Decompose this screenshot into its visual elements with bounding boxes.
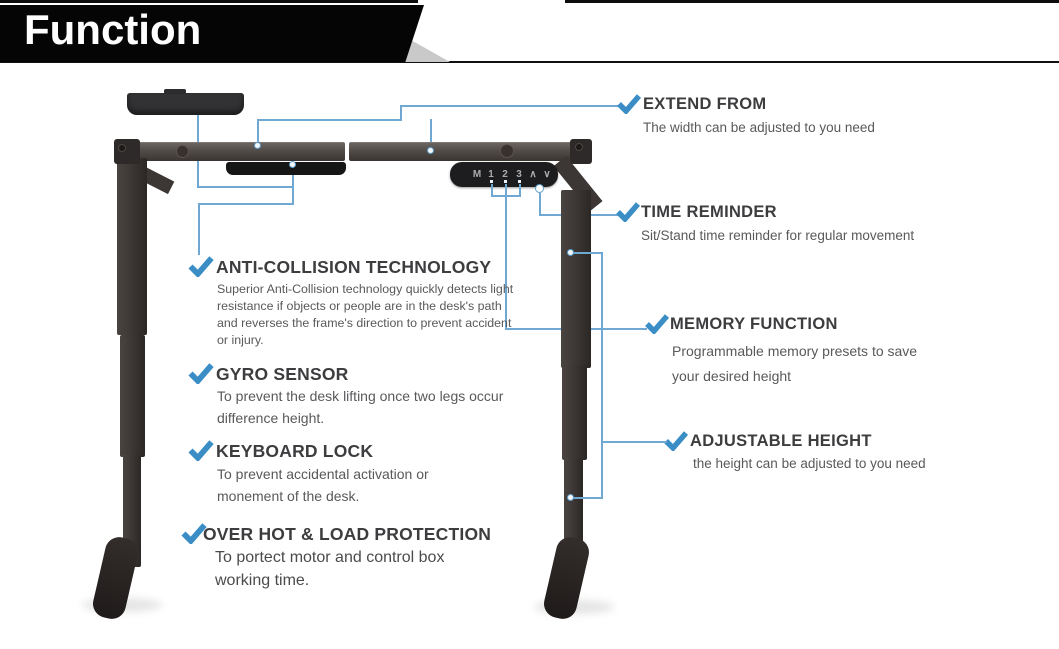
feature-title-extend-from: EXTEND FROM bbox=[643, 95, 767, 113]
connector-dot bbox=[567, 494, 574, 501]
feature-title-adjustable-height: ADJUSTABLE HEIGHT bbox=[690, 432, 872, 450]
crossbar-knob-left bbox=[176, 145, 189, 158]
feature-desc-anti-collision: Superior Anti-Collision technology quickly detects light resistance if objects or people are in the desk's path and reverses the frame's direction to prevent accident or injury. bbox=[217, 282, 514, 347]
photo-edge-left bbox=[0, 0, 418, 3]
connector-dot bbox=[254, 142, 261, 149]
connector-line bbox=[539, 193, 541, 215]
keypad-indicator-dot bbox=[518, 180, 521, 183]
feature-desc-adjustable-height: the height can be adjusted to you need bbox=[693, 456, 926, 471]
connector-line bbox=[401, 105, 622, 107]
control-box-tab bbox=[164, 89, 186, 94]
feature-title-gyro-sensor: GYRO SENSOR bbox=[216, 364, 349, 384]
desk-leg-right-upper bbox=[561, 190, 591, 368]
photo-edge-right bbox=[565, 0, 1059, 3]
connector-dot bbox=[535, 184, 544, 193]
check-icon bbox=[645, 314, 669, 334]
check-icon bbox=[188, 256, 214, 277]
connector-line bbox=[197, 186, 294, 188]
desk-crossbar-left bbox=[116, 142, 345, 161]
keypad-key-1: 1 bbox=[488, 169, 494, 180]
keypad-indicator-dot bbox=[490, 180, 493, 183]
sensor-strip bbox=[226, 162, 346, 175]
feature-desc-gyro-sensor: To prevent the desk lifting once two legs occur difference height. bbox=[217, 388, 504, 426]
feature-desc-keyboard-lock: To prevent accidental activation or monement of the desk. bbox=[217, 466, 429, 504]
check-icon bbox=[188, 440, 214, 461]
feature-title-over-hot-load-protection: OVER HOT & LOAD PROTECTION bbox=[203, 524, 492, 544]
keypad-key-memory: M bbox=[472, 169, 482, 180]
desk-leg-right-middle bbox=[562, 365, 587, 460]
feature-title-time-reminder: TIME REMINDER bbox=[641, 203, 777, 221]
crossbar-knob-right bbox=[500, 144, 514, 158]
connector-dot bbox=[289, 161, 296, 168]
check-icon bbox=[617, 94, 641, 114]
feature-desc-time-reminder: Sit/Stand time reminder for regular movement bbox=[641, 228, 915, 243]
feature-desc-extend-from: The width can be adjusted to you need bbox=[643, 120, 875, 135]
keypad-key-down-icon: ∨ bbox=[543, 169, 551, 180]
connector-line bbox=[571, 497, 603, 499]
connector-line bbox=[601, 252, 603, 499]
connector-line bbox=[601, 441, 667, 443]
connector-line bbox=[571, 252, 603, 254]
check-icon bbox=[616, 202, 640, 222]
keypad-key-2: 2 bbox=[502, 169, 508, 180]
crossbar-bolt-right bbox=[575, 143, 583, 151]
keypad-indicator-dot bbox=[504, 180, 507, 183]
desk-leg-left-upper bbox=[117, 158, 147, 335]
crossbar-endcap-left bbox=[114, 139, 140, 164]
keypad-key-3: 3 bbox=[516, 169, 522, 180]
connector-dot bbox=[427, 147, 434, 154]
page-title: Function bbox=[24, 6, 202, 53]
check-icon bbox=[664, 431, 688, 451]
feature-title-anti-collision: ANTI-COLLISION TECHNOLOGY bbox=[216, 257, 492, 277]
feature-title-keyboard-lock: KEYBOARD LOCK bbox=[216, 441, 374, 461]
keypad-key-up-icon: ∧ bbox=[529, 169, 537, 180]
feature-title-memory-function: MEMORY FUNCTION bbox=[670, 315, 838, 333]
connector-dot bbox=[567, 249, 574, 256]
keypad bbox=[450, 162, 558, 187]
control-box bbox=[127, 93, 244, 115]
feature-desc-memory-function: Programmable memory presets to save your desired height bbox=[672, 343, 918, 384]
feature-desc-over-hot-load-protection: To portect motor and control box working time. bbox=[215, 549, 445, 589]
connector-line bbox=[491, 195, 521, 197]
check-icon bbox=[188, 363, 214, 384]
desk-crossbar-right bbox=[349, 142, 591, 161]
desk-leg-left-middle bbox=[120, 335, 145, 457]
crossbar-bolt-left bbox=[118, 144, 126, 152]
connector-line bbox=[198, 203, 294, 205]
connector-line bbox=[198, 203, 200, 255]
connector-line bbox=[258, 119, 402, 121]
